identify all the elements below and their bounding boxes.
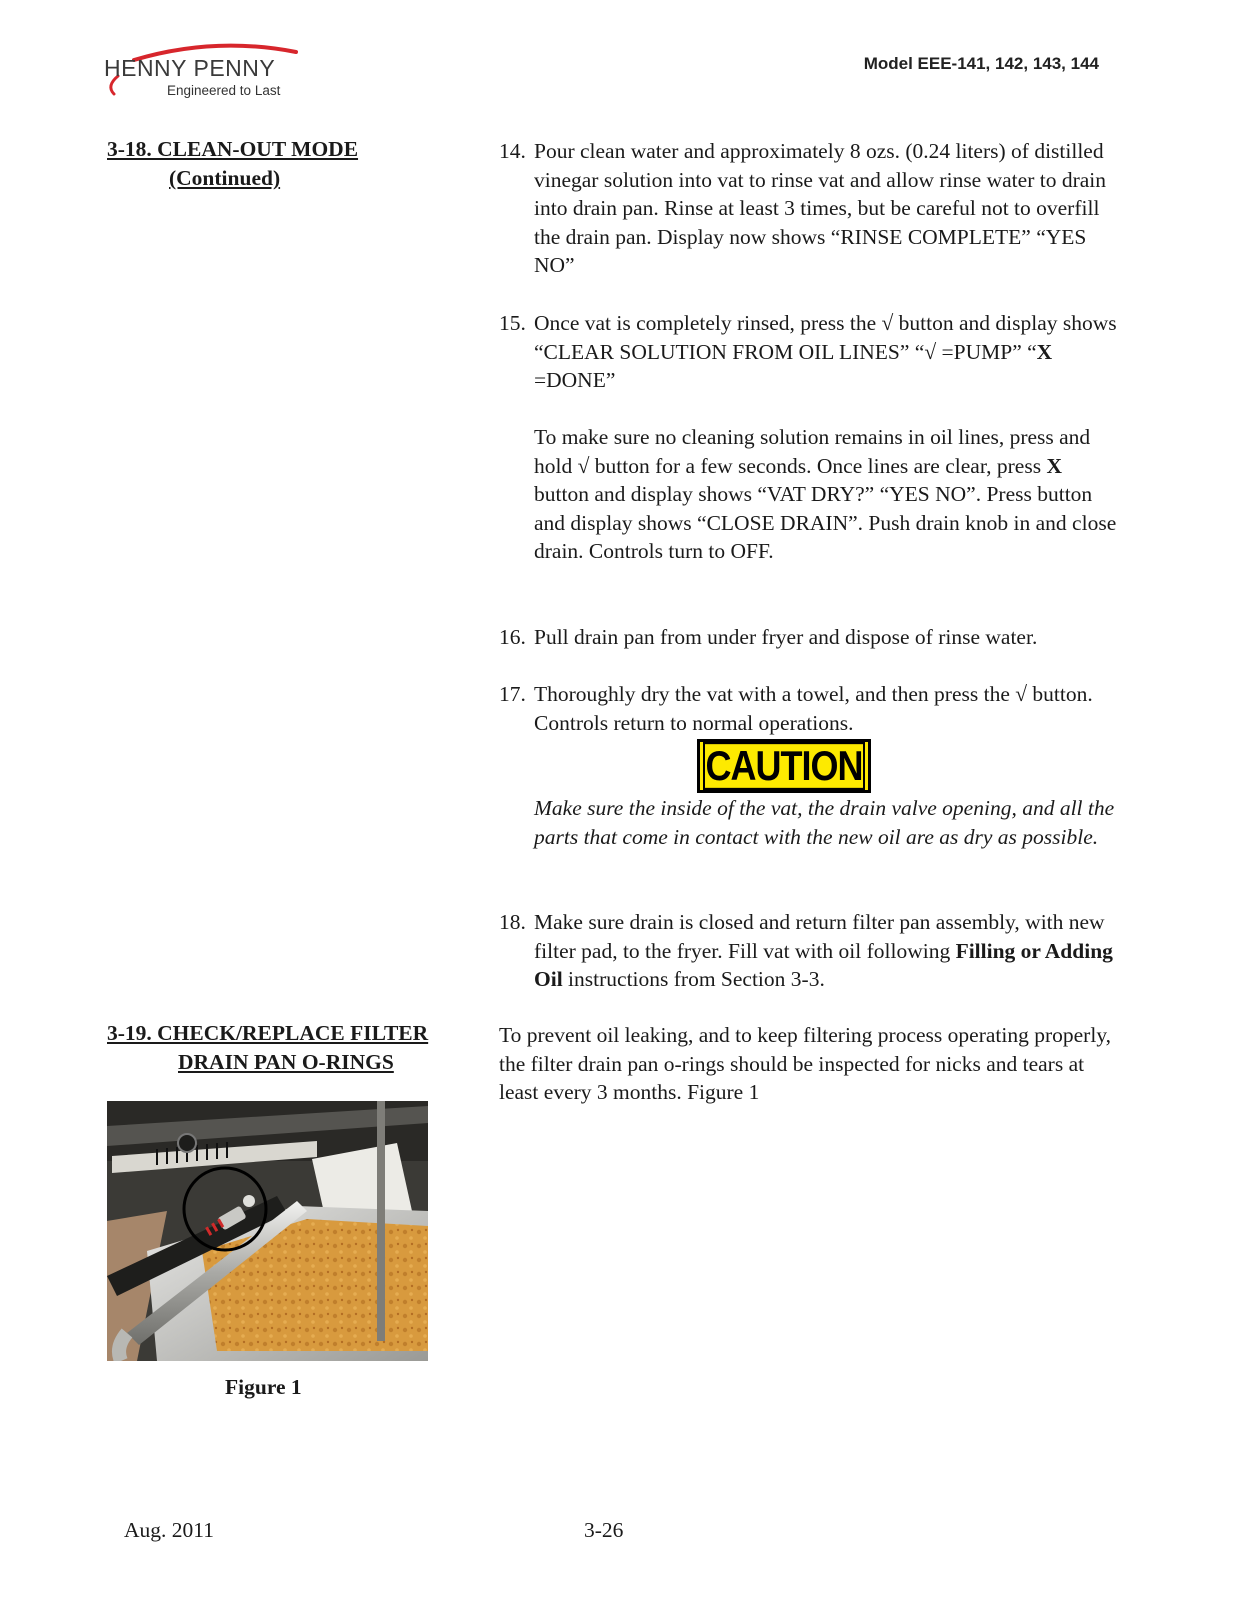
section-3-18-subtitle: (Continued)	[169, 166, 281, 190]
brand-tagline: Engineered to Last	[167, 83, 281, 98]
model-number: Model EEE-141, 142, 143, 144	[863, 54, 1099, 73]
step-text: Pour clean water and approximately 8 ozs. (0.24 liters) of distilled vinegar solution into vat to rinse vat and allow rinse water to drain into drain pan. Rinse at least 3 times, but be careful not to overfill the drain pan. Display now shows “RINSE COMPLETE” “YES NO”	[534, 139, 1106, 278]
section-3-18-title: 3-18. CLEAN-OUT MODE	[107, 137, 359, 161]
step-15-note: To make sure no cleaning solution remains in oil lines, press and hold √ button for a few seconds. Once lines are clear, press X button and display shows “VAT DRY?” “YES NO”. Press button and display shows “CLOSE DRAIN”. Push drain knob in and close drain. Controls turn to OFF.	[534, 425, 1117, 564]
caution-text: Make sure the inside of the vat, the drain valve opening, and all the parts that come in contact with the new oil are as dry as possible.	[534, 796, 1115, 849]
filter-pan-photo	[107, 1101, 428, 1361]
step-number: 15.	[499, 311, 526, 335]
caution-label: CAUTION	[703, 742, 865, 790]
step-number: 18.	[499, 910, 526, 934]
step-number: 17.	[499, 682, 526, 706]
step-text: Pull drain pan from under fryer and dispose of rinse water.	[534, 625, 1038, 649]
brand-logo	[104, 40, 304, 104]
page-number: 3-26	[584, 1518, 624, 1542]
section-3-19-subtitle: DRAIN PAN O-RINGS	[178, 1050, 394, 1074]
section-3-19-title: 3-19. CHECK/REPLACE FILTER	[107, 1021, 429, 1045]
step-text: Thoroughly dry the vat with a towel, and then press the √ button. Controls return to normal operations.	[534, 682, 1093, 735]
footer-date: Aug. 2011	[124, 1518, 214, 1542]
brand-name: HENNY PENNY	[104, 55, 276, 81]
step-text: Make sure drain is closed and return filter pan assembly, with new filter pad, to the fryer. Fill vat with oil following Filling or Adding Oil instructions from Section 3-3.	[534, 910, 1113, 992]
step-text: Once vat is completely rinsed, press the √ button and display shows “CLEAR SOLUTION FROM OIL LINES” “√ =PUMP” “X =DONE”	[534, 311, 1117, 393]
step-number: 16.	[499, 625, 526, 649]
step-number: 14.	[499, 139, 526, 163]
figure-caption: Figure 1	[225, 1375, 302, 1399]
section-3-19-text: To prevent oil leaking, and to keep filtering process operating properly, the filter drain pan o-rings should be inspected for nicks and tears at least every 3 months. Figure 1	[499, 1023, 1112, 1105]
caution-sign	[697, 739, 871, 793]
